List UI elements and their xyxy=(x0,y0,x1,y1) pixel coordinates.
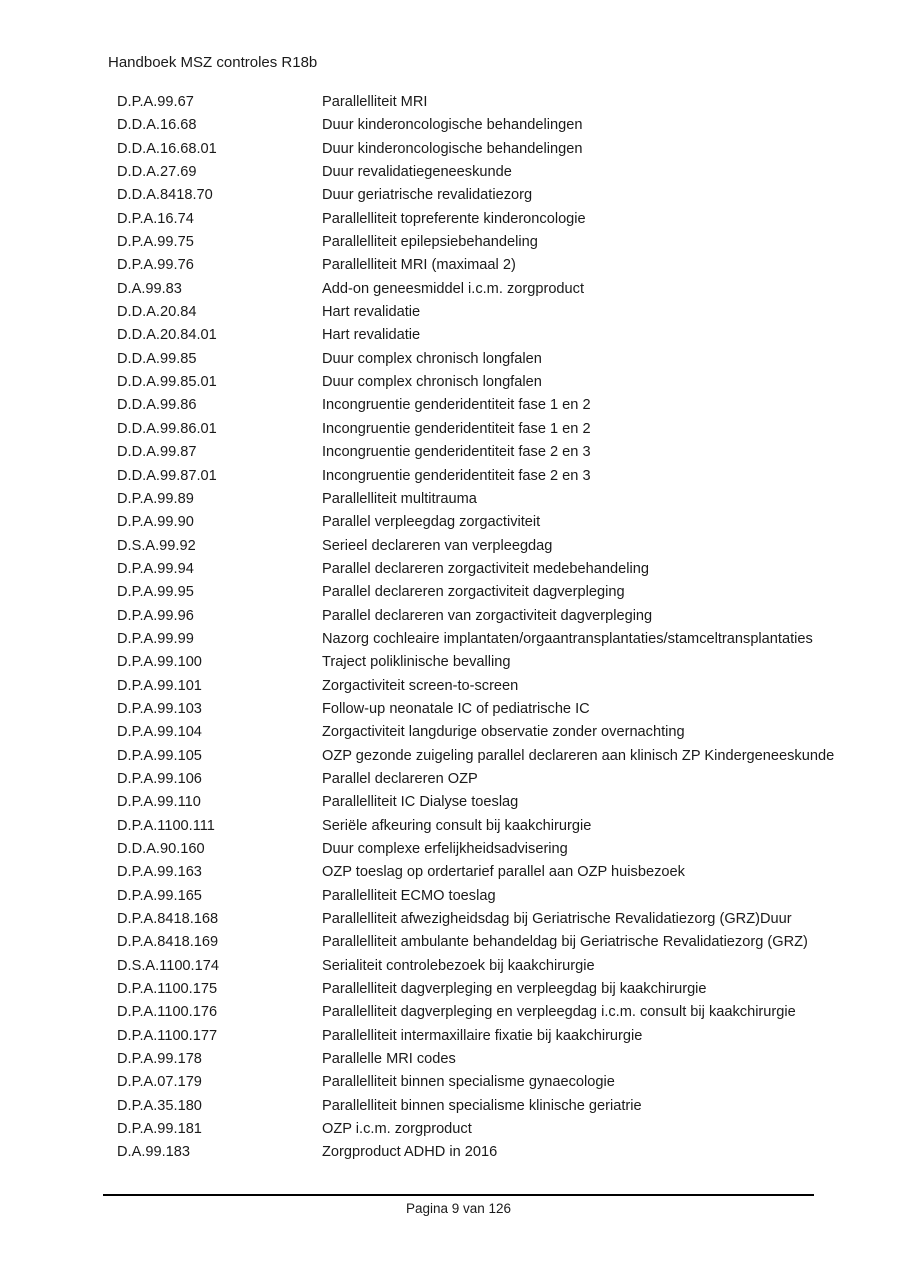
row-code: D.P.A.99.96 xyxy=(117,607,194,624)
row-description: Seriële afkeuring consult bij kaakchirurgie xyxy=(322,817,592,834)
row-code: D.P.A.99.99 xyxy=(117,630,194,647)
table-row xyxy=(117,931,887,954)
table-row xyxy=(117,908,887,931)
table-row xyxy=(117,768,887,791)
row-description: Duur kinderoncologische behandelingen xyxy=(322,140,583,157)
row-description: Parallelliteit epilepsiebehandeling xyxy=(322,234,538,251)
table-row xyxy=(117,535,887,558)
row-code: D.P.A.07.179 xyxy=(117,1074,202,1091)
table-row xyxy=(117,254,887,277)
table-row xyxy=(117,418,887,441)
row-code: D.P.A.35.180 xyxy=(117,1097,202,1114)
row-code: D.P.A.8418.169 xyxy=(117,934,219,951)
table-row xyxy=(117,651,887,674)
row-description: Parallelliteit intermaxillaire fixatie bij kaakchirurgie xyxy=(322,1027,643,1044)
table-row xyxy=(117,1118,887,1141)
table-row xyxy=(117,184,887,207)
row-code: D.P.A.99.101 xyxy=(117,677,202,694)
row-description: Parallelliteit topreferente kinderoncologie xyxy=(322,210,586,227)
row-description: Parallelliteit dagverpleging en verpleegdag bij kaakchirurgie xyxy=(322,981,707,998)
row-code: D.P.A.99.75 xyxy=(117,234,194,251)
row-description: Zorgactiviteit screen-to-screen xyxy=(322,677,519,694)
row-description: Nazorg cochleaire implantaten/orgaantransplantaties/stamceltransplantaties xyxy=(322,630,813,647)
row-code: D.D.A.8418.70 xyxy=(117,187,213,204)
table-row xyxy=(117,1001,887,1024)
table-row xyxy=(117,1071,887,1094)
row-code: D.D.A.99.87.01 xyxy=(117,467,217,484)
row-description: Traject poliklinische bevalling xyxy=(322,654,511,671)
row-description: Hart revalidatie xyxy=(322,304,421,321)
row-description: Parallelliteit dagverpleging en verpleegdag i.c.m. consult bij kaakchirurgie xyxy=(322,1004,796,1021)
row-description: Hart revalidatie xyxy=(322,327,421,344)
table-row xyxy=(117,1025,887,1048)
row-description: Parallel declareren OZP xyxy=(322,770,478,787)
row-description: Duur complex chronisch longfalen xyxy=(322,350,542,367)
table-row xyxy=(117,465,887,488)
table-row xyxy=(117,861,887,884)
row-code: D.P.A.99.95 xyxy=(117,584,194,601)
row-code: D.P.A.99.100 xyxy=(117,654,202,671)
row-code: D.P.A.99.89 xyxy=(117,490,194,507)
table-row xyxy=(117,301,887,324)
table-row xyxy=(117,791,887,814)
table-row xyxy=(117,91,887,114)
table-row xyxy=(117,721,887,744)
page-title: Handboek MSZ controles R18b xyxy=(108,54,318,71)
row-code: D.P.A.99.110 xyxy=(117,794,201,811)
table-row xyxy=(117,978,887,1001)
row-description: OZP i.c.m. zorgproduct xyxy=(322,1121,472,1138)
table-row xyxy=(117,698,887,721)
row-description: Parallelliteit ECMO toeslag xyxy=(322,887,496,904)
table-row xyxy=(117,1048,887,1071)
row-code: D.P.A.99.90 xyxy=(117,514,194,531)
row-description: Parallelliteit IC Dialyse toeslag xyxy=(322,794,519,811)
table-row xyxy=(117,394,887,417)
row-description: Zorgactiviteit langdurige observatie zonder overnachting xyxy=(322,724,685,741)
row-description: Parallelliteit binnen specialisme gynaecologie xyxy=(322,1074,615,1091)
row-description: Add-on geneesmiddel i.c.m. zorgproduct xyxy=(322,280,585,297)
table-row xyxy=(117,488,887,511)
table-row xyxy=(117,231,887,254)
row-description: Duur revalidatiegeneeskunde xyxy=(322,164,512,181)
row-code: D.P.A.99.76 xyxy=(117,257,194,274)
row-code: D.P.A.1100.175 xyxy=(117,981,218,998)
row-description: Parallelliteit ambulante behandeldag bij Geriatrische Revalidatiezorg (GRZ) xyxy=(322,934,808,951)
table-row xyxy=(117,511,887,534)
table-row xyxy=(117,745,887,768)
row-code: D.P.A.99.181 xyxy=(117,1121,202,1138)
row-description: Parallelliteit MRI xyxy=(322,94,428,110)
row-code: D.P.A.99.163 xyxy=(117,864,202,881)
page-number: Pagina 9 van 126 xyxy=(405,1201,512,1216)
row-description: Parallelliteit binnen specialisme klinische geriatrie xyxy=(322,1097,642,1114)
row-code: D.D.A.99.86 xyxy=(117,397,197,414)
table-row xyxy=(117,605,887,628)
row-code: D.P.A.1100.176 xyxy=(117,1004,218,1021)
code-table xyxy=(117,91,887,1165)
row-code: D.D.A.99.85.01 xyxy=(117,374,217,391)
row-description: Duur kinderoncologische behandelingen xyxy=(322,117,583,134)
row-code: D.D.A.99.87 xyxy=(117,444,197,461)
row-code: D.P.A.1100.111 xyxy=(117,817,215,834)
table-row xyxy=(117,838,887,861)
table-row xyxy=(117,628,887,651)
table-row xyxy=(117,208,887,231)
row-code: D.A.99.183 xyxy=(117,1144,191,1161)
table-row xyxy=(117,278,887,301)
row-code: D.D.A.16.68.01 xyxy=(117,140,217,157)
row-code: D.D.A.20.84 xyxy=(117,304,197,321)
row-code: D.P.A.99.104 xyxy=(117,724,202,741)
row-description: Follow-up neonatale IC of pediatrische IC xyxy=(322,700,590,717)
table-row xyxy=(117,1095,887,1118)
table-row xyxy=(117,371,887,394)
table-row xyxy=(117,815,887,838)
row-code: D.P.A.1100.177 xyxy=(117,1027,218,1044)
table-row xyxy=(117,885,887,908)
row-description: Parallelliteit multitrauma xyxy=(322,490,477,507)
row-code: D.P.A.99.67 xyxy=(117,94,194,110)
row-code: D.D.A.27.69 xyxy=(117,164,197,181)
row-description: Duur geriatrische revalidatiezorg xyxy=(322,187,533,204)
row-description: Duur complexe erfelijkheidsadvisering xyxy=(322,841,568,857)
table-row xyxy=(117,161,887,184)
row-description: Duur complex chronisch longfalen xyxy=(322,374,542,391)
row-description: Serieel declareren van verpleegdag xyxy=(322,537,553,554)
row-code: D.A.99.83 xyxy=(117,280,182,297)
table-row xyxy=(117,348,887,371)
row-description: Serialiteit controlebezoek bij kaakchirurgie xyxy=(322,957,595,974)
row-description: Incongruentie genderidentiteit fase 2 en 3 xyxy=(322,467,591,484)
table-row xyxy=(117,138,887,161)
row-code: D.D.A.16.68 xyxy=(117,117,197,134)
row-code: D.S.A.1100.174 xyxy=(117,957,219,974)
row-code: D.P.A.99.94 xyxy=(117,560,194,577)
row-description: Zorgproduct ADHD in 2016 xyxy=(322,1144,498,1161)
row-code: D.P.A.99.178 xyxy=(117,1051,202,1068)
row-code: D.S.A.99.92 xyxy=(117,537,196,554)
table-row xyxy=(117,675,887,698)
row-description: OZP gezonde zuigeling parallel declareren aan klinisch ZP Kindergeneeskunde xyxy=(322,747,835,764)
row-code: D.P.A.99.103 xyxy=(117,700,202,717)
row-description: Parallel declareren van zorgactiviteit dagverpleging xyxy=(322,607,653,624)
row-description: Parallel declareren zorgactiviteit dagverpleging xyxy=(322,584,625,601)
table-row xyxy=(117,324,887,347)
row-description: Incongruentie genderidentiteit fase 2 en 3 xyxy=(322,444,591,461)
footer-divider xyxy=(103,1194,814,1196)
row-code: D.P.A.16.74 xyxy=(117,210,194,227)
row-code: D.D.A.99.86.01 xyxy=(117,420,217,437)
table-row xyxy=(117,955,887,978)
row-code: D.P.A.99.165 xyxy=(117,887,202,904)
row-code: D.P.A.8418.168 xyxy=(117,911,219,928)
row-code: D.D.A.20.84.01 xyxy=(117,327,217,344)
table-row xyxy=(117,1141,887,1164)
row-description: Parallel verpleegdag zorgactiviteit xyxy=(322,514,541,531)
table-row xyxy=(117,441,887,464)
row-code: D.D.A.90.160 xyxy=(117,841,205,857)
row-description: Incongruentie genderidentiteit fase 1 en 2 xyxy=(322,420,591,437)
row-code: D.D.A.99.85 xyxy=(117,350,197,367)
row-code: D.P.A.99.106 xyxy=(117,770,202,787)
table-row xyxy=(117,581,887,604)
row-description: OZP toeslag op ordertarief parallel aan OZP huisbezoek xyxy=(322,864,685,881)
row-code: D.P.A.99.105 xyxy=(117,747,202,764)
row-description: Parallelliteit afwezigheidsdag bij Geriatrische Revalidatiezorg (GRZ)Duur xyxy=(322,911,792,928)
row-description: Incongruentie genderidentiteit fase 1 en 2 xyxy=(322,397,591,414)
table-row xyxy=(117,114,887,137)
row-description: Parallel declareren zorgactiviteit medebehandeling xyxy=(322,560,649,577)
row-description: Parallelliteit MRI (maximaal 2) xyxy=(322,257,516,274)
row-description: Parallelle MRI codes xyxy=(322,1051,456,1068)
table-row xyxy=(117,558,887,581)
